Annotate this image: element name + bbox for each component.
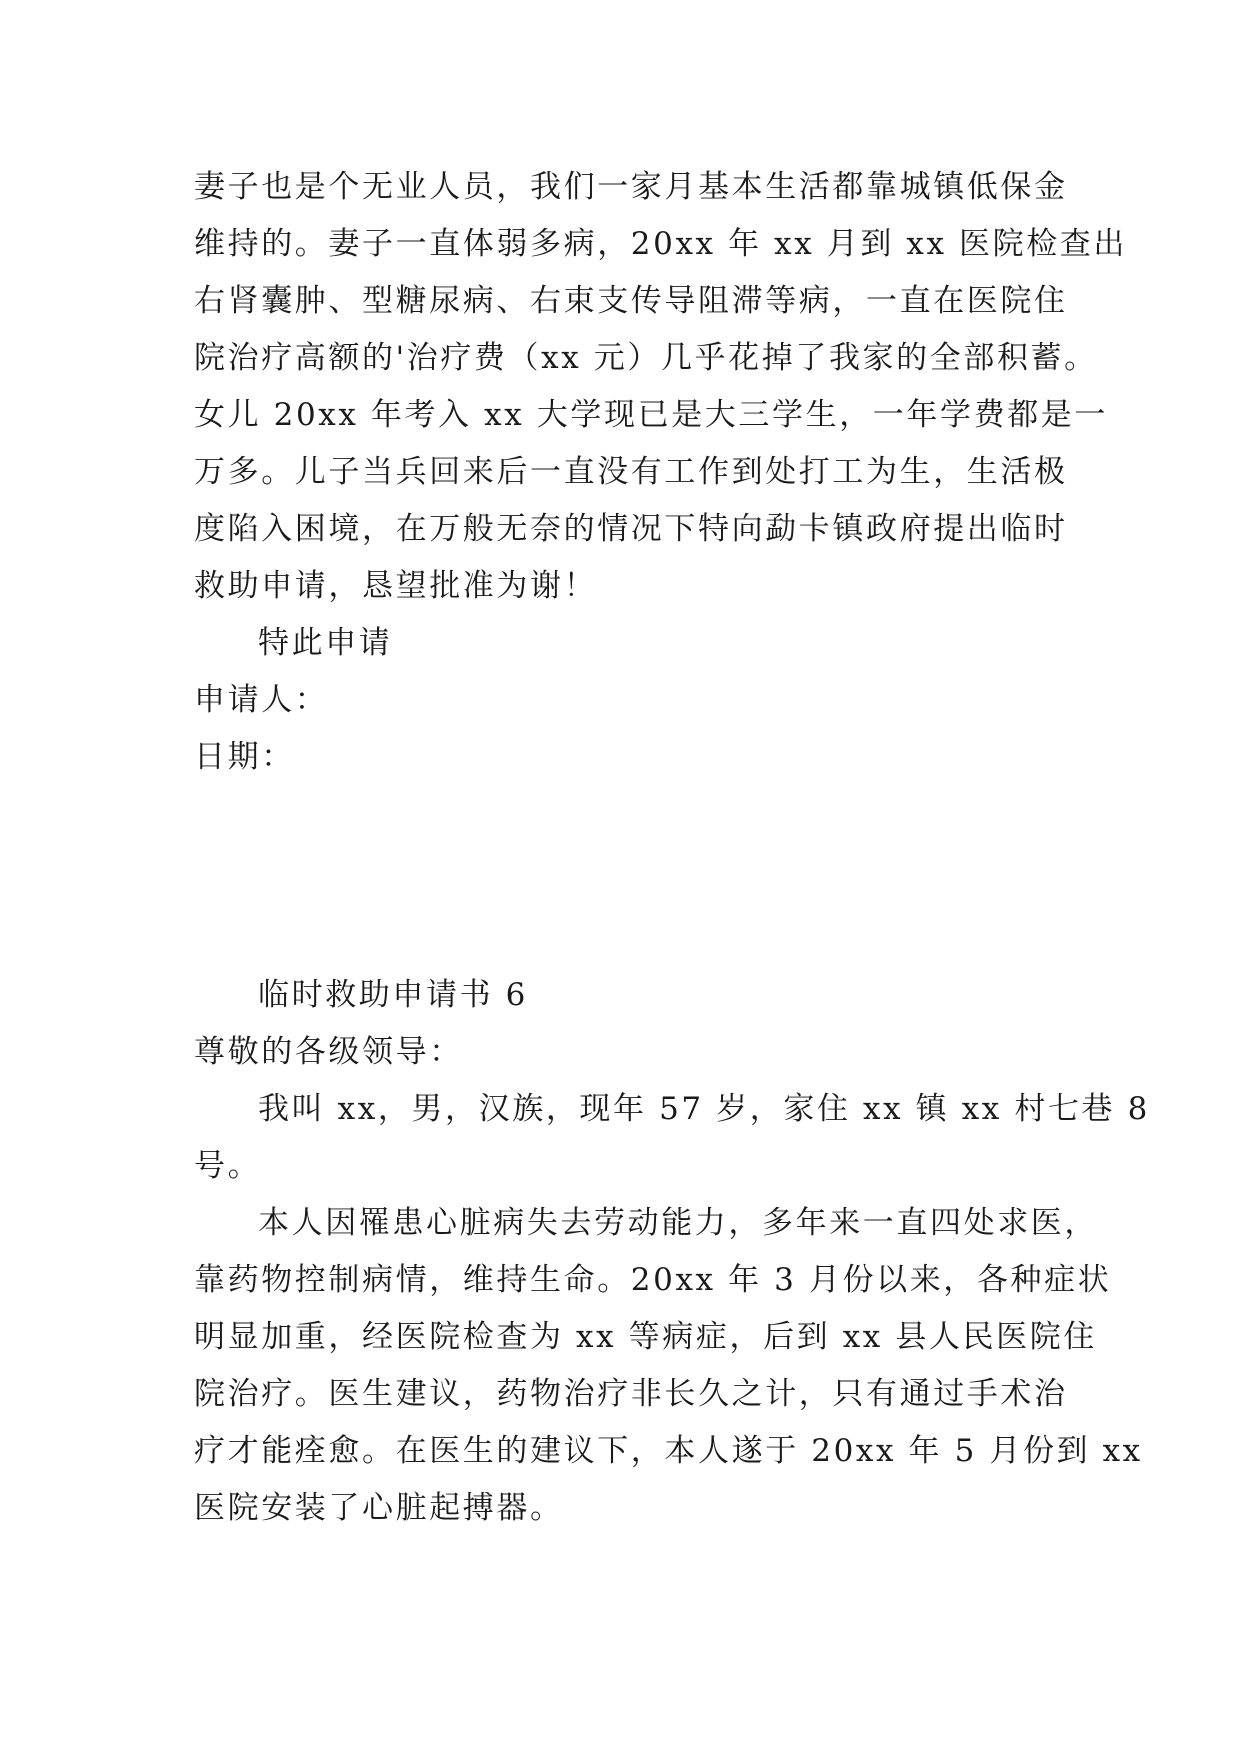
date-label: 日期： xyxy=(194,739,295,775)
body-text-line: 明显加重，经医院检查为 xx 等病症，后到 xx 县人民医院住 xyxy=(194,1319,1097,1355)
body-text-line: 靠药物控制病情，维持生命。20xx 年 3 月份以来，各种症状 xyxy=(194,1262,1112,1298)
body-text-line: 右肾囊肿、型糖尿病、右束支传导阻滞等病，一直在医院住 xyxy=(194,283,1068,319)
section-title: 临时救助申请书 6 xyxy=(258,977,528,1013)
body-text-line: 我叫 xx，男，汉族，现年 57 岁，家住 xx 镇 xx 村七巷 8 xyxy=(258,1091,1150,1127)
applicant-label: 申请人： xyxy=(194,682,329,718)
body-text-line: 万多。儿子当兵回来后一直没有工作到处打工为生，生活极 xyxy=(194,454,1068,490)
closing-text: 特此申请 xyxy=(258,625,393,661)
body-text-line: 本人因罹患心脏病失去劳动能力，多年来一直四处求医， xyxy=(258,1205,1098,1241)
body-text-line: 号。 xyxy=(194,1148,262,1184)
body-text-line: 院治疗。医生建议，药物治疗非长久之计，只有通过手术治 xyxy=(194,1376,1068,1412)
body-text-line: 院治疗高额的'治疗费（xx 元）几乎花掉了我家的全部积蓄。 xyxy=(194,340,1098,376)
body-text-line: 疗才能痊愈。在医生的建议下，本人遂于 20xx 年 5 月份到 xx xyxy=(194,1433,1143,1469)
body-text-line: 妻子也是个无业人员，我们一家月基本生活都靠城镇低保金 xyxy=(194,169,1068,205)
body-text-line: 度陷入困境，在万般无奈的情况下特向勐卡镇政府提出临时 xyxy=(194,511,1068,547)
salutation: 尊敬的各级领导： xyxy=(194,1034,463,1070)
body-text-line: 维持的。妻子一直体弱多病，20xx 年 xx 月到 xx 医院检查出 xyxy=(194,226,1128,262)
body-text-line: 女儿 20xx 年考入 xx 大学现已是大三学生，一年学费都是一 xyxy=(194,397,1108,433)
body-text-line: 救助申请，恳望批准为谢！ xyxy=(194,568,598,604)
body-text-line: 医院安装了心脏起搏器。 xyxy=(194,1490,564,1526)
